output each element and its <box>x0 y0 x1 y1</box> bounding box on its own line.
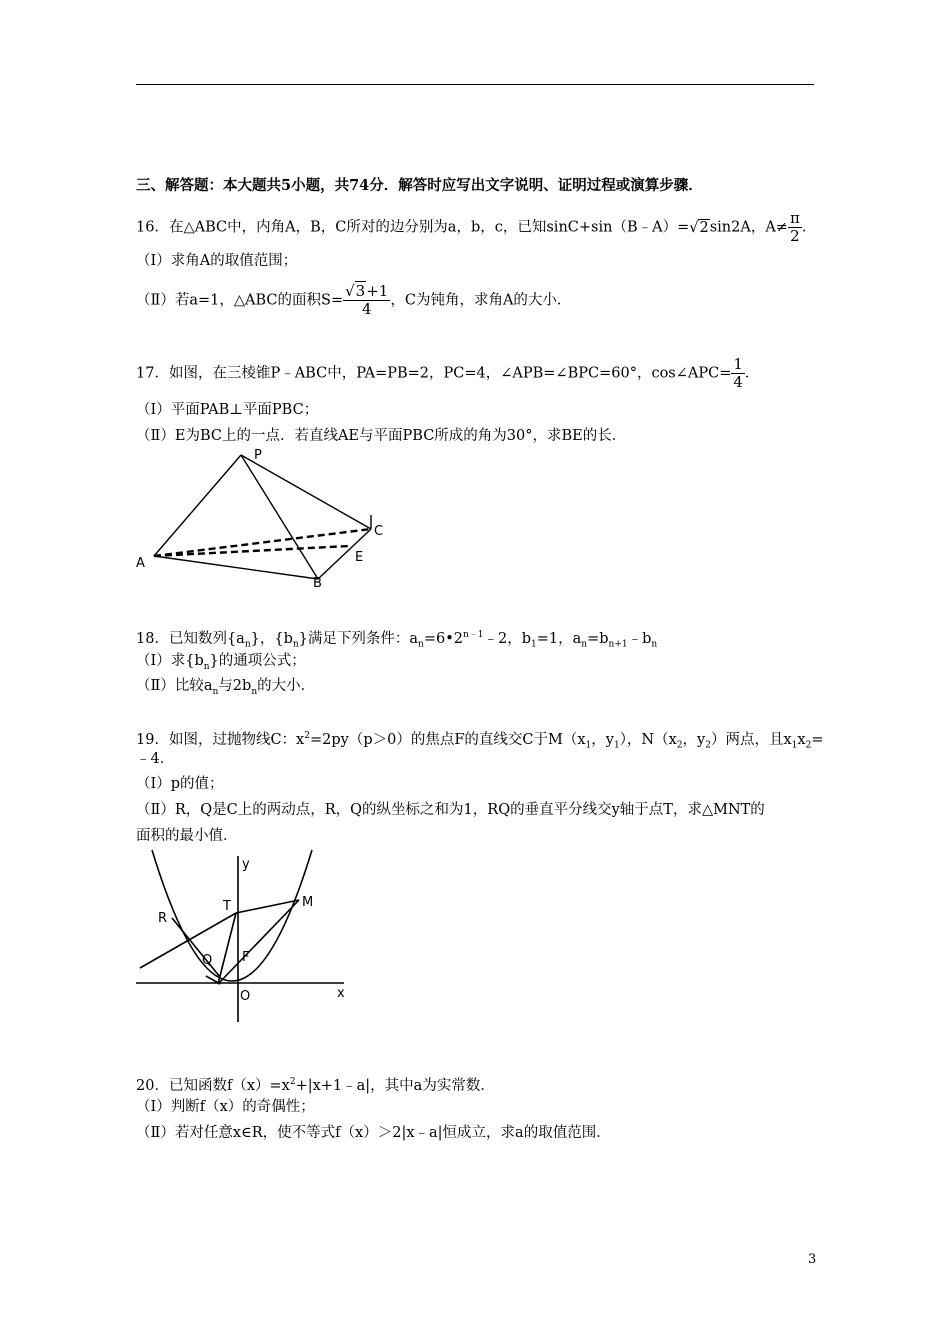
q19-part2-line2: 面积的最小值． <box>136 828 238 844</box>
q16-part2-text: （Ⅱ）若a=1，△ABC的面积S= <box>136 292 344 309</box>
label-P: P <box>254 448 262 463</box>
label-x-axis: x <box>337 986 345 1001</box>
q16-stem-text-2: sin2A，A≠ <box>709 219 788 236</box>
q17-fraction <box>731 356 745 391</box>
q16-part2 <box>136 283 571 318</box>
q19-stem-cont: ﹣4． <box>136 751 175 767</box>
q16-sqrt-radicand: 2 <box>699 219 709 236</box>
q16-stem <box>136 210 816 245</box>
q20-part2: （Ⅱ）若对任意x∈R，使不等式f（x）＞2|x﹣a|恒成立，求a的取值范围． <box>136 1125 611 1141</box>
q18-sub: n+1 <box>608 639 628 650</box>
q20-t2: +|x+1﹣a|，其中a为实常数． <box>295 1077 495 1094</box>
label-M: M <box>302 895 314 910</box>
header-rule <box>136 84 814 85</box>
q18-sub: n <box>212 686 219 697</box>
q18-sub: n <box>251 686 258 697</box>
q16-frac-den: 2 <box>790 227 800 245</box>
q18-sub: n <box>651 639 658 650</box>
q17-frac-num: 1 <box>733 355 743 373</box>
q17-stem-end: ． <box>744 365 760 382</box>
q19-t8: = <box>811 731 824 748</box>
label-F: F <box>242 950 250 965</box>
label-O: O <box>240 989 251 1004</box>
q19-t3: ，y <box>591 731 614 748</box>
q20-t1: 20．已知函数f（x）=x <box>136 1077 290 1094</box>
q18-p1-t1: （Ⅰ）求{b <box>136 653 204 669</box>
q18-sub: n <box>418 639 424 650</box>
q18-sub: n <box>203 661 210 672</box>
q19-sub: 2 <box>705 740 711 751</box>
q19-sub: 1 <box>585 740 592 751</box>
q19-t1: 19．如图，过抛物线C：x <box>136 731 305 748</box>
q16-area-frac-den: 4 <box>361 300 372 318</box>
q18-t3: }满足下列条件：a <box>298 630 419 647</box>
q17-tetrahedron-figure <box>130 445 400 595</box>
q20-sup: 2 <box>289 1077 296 1087</box>
q16-fraction <box>788 210 802 245</box>
q18-part2 <box>136 676 315 702</box>
q19-sub: 2 <box>805 740 812 751</box>
q16-stem-end: ． <box>801 219 817 236</box>
q17-stem <box>136 356 759 391</box>
q19-part2-line1: （Ⅱ）R，Q是C上的两动点，R，Q的纵坐标之和为1，RQ的垂直平分线交y轴于点T，求△MNT的 <box>136 802 765 818</box>
q18-p2-t3: 的大小． <box>257 678 316 694</box>
q18-p2-t2: 与2b <box>218 678 252 694</box>
q18-t7: =b <box>587 630 609 647</box>
label-E: E <box>355 550 364 565</box>
q19-sup: 2 <box>304 731 310 741</box>
q18-t5: ﹣2，b <box>483 630 532 647</box>
label-T: T <box>223 899 231 914</box>
q18-part1 <box>136 651 306 677</box>
q16-frac-num: π <box>789 209 800 227</box>
q19-stem <box>136 726 823 756</box>
q19-sub: 2 <box>676 740 683 751</box>
label-y-axis: y <box>242 857 250 872</box>
q18-p1-t2: }的通项公式； <box>209 653 306 669</box>
q20-part1: （Ⅰ）判断f（x）的奇偶性； <box>136 1099 315 1115</box>
label-B: B <box>313 576 322 591</box>
q16-part1: （Ⅰ）求角A的取值范围； <box>136 253 298 269</box>
q19-sub: 1 <box>791 740 798 751</box>
q19-t5: ，y <box>682 731 706 748</box>
q18-sub: n <box>581 639 588 650</box>
q16-part2-text-2: ，C为钝角，求角A的大小． <box>390 292 572 309</box>
q19-part1: （Ⅰ）p的值； <box>136 776 224 792</box>
q16-area-radicand: 3 <box>355 282 366 300</box>
q18-sub: 1 <box>531 639 537 650</box>
label-C: C <box>374 524 384 539</box>
page-number: 3 <box>808 1252 817 1267</box>
q18-sup: n﹣1 <box>462 630 484 640</box>
q16-stem-text: 16．在△ABC中，内角A，B，C所对的边分别为a，b，c，已知sinC+sin（B﹣A）= <box>136 219 690 236</box>
q17-part1: （Ⅰ）平面PAB⊥平面PBC； <box>136 402 319 418</box>
q17-stem-text: 17．如图，在三棱锥P﹣ABC中，PA=PB=2，PC=4，∠APB=∠BPC=60°，cos∠APC= <box>136 365 732 382</box>
q17-frac-den: 4 <box>733 373 743 391</box>
q19-t4: ），N（x <box>619 731 677 748</box>
q18-t4: =6•2 <box>423 630 463 647</box>
q16-area-frac-num: √3+1 <box>345 282 389 300</box>
q18-p2-t1: （Ⅱ）比较a <box>136 678 213 694</box>
label-R: R <box>158 911 168 926</box>
q18-sub: n <box>244 639 251 650</box>
section-heading: 三、解答题：本大题共5小题，共74分．解答时应写出文字说明、证明过程或演算步骤． <box>136 177 703 194</box>
q19-t6: ）两点，且x <box>710 731 792 748</box>
label-Q: Q <box>202 953 213 968</box>
q19-t7: x <box>797 731 806 748</box>
q18-sub: n <box>292 639 299 650</box>
label-A: A <box>136 556 145 571</box>
q16-area-plus: +1 <box>366 282 389 300</box>
q16-sqrt: √2 <box>689 219 709 236</box>
q19-parabola-figure <box>136 850 356 1025</box>
q18-t2: }，{b <box>250 630 293 647</box>
q18-t8: ﹣b <box>627 630 652 647</box>
q18-t6: =1，a <box>536 630 582 647</box>
q19-sub: 1 <box>613 740 620 751</box>
q20-stem <box>136 1072 495 1096</box>
q16-area-fraction <box>343 283 390 318</box>
q17-part2: （Ⅱ）E为BC上的一点．若直线AE与平面PBC所成的角为30°，求BE的长． <box>136 428 627 444</box>
q18-t1: 18．已知数列{a <box>136 630 245 647</box>
q19-t2: =2py（p＞0）的焦点F的直线交C于M（x <box>309 731 586 748</box>
